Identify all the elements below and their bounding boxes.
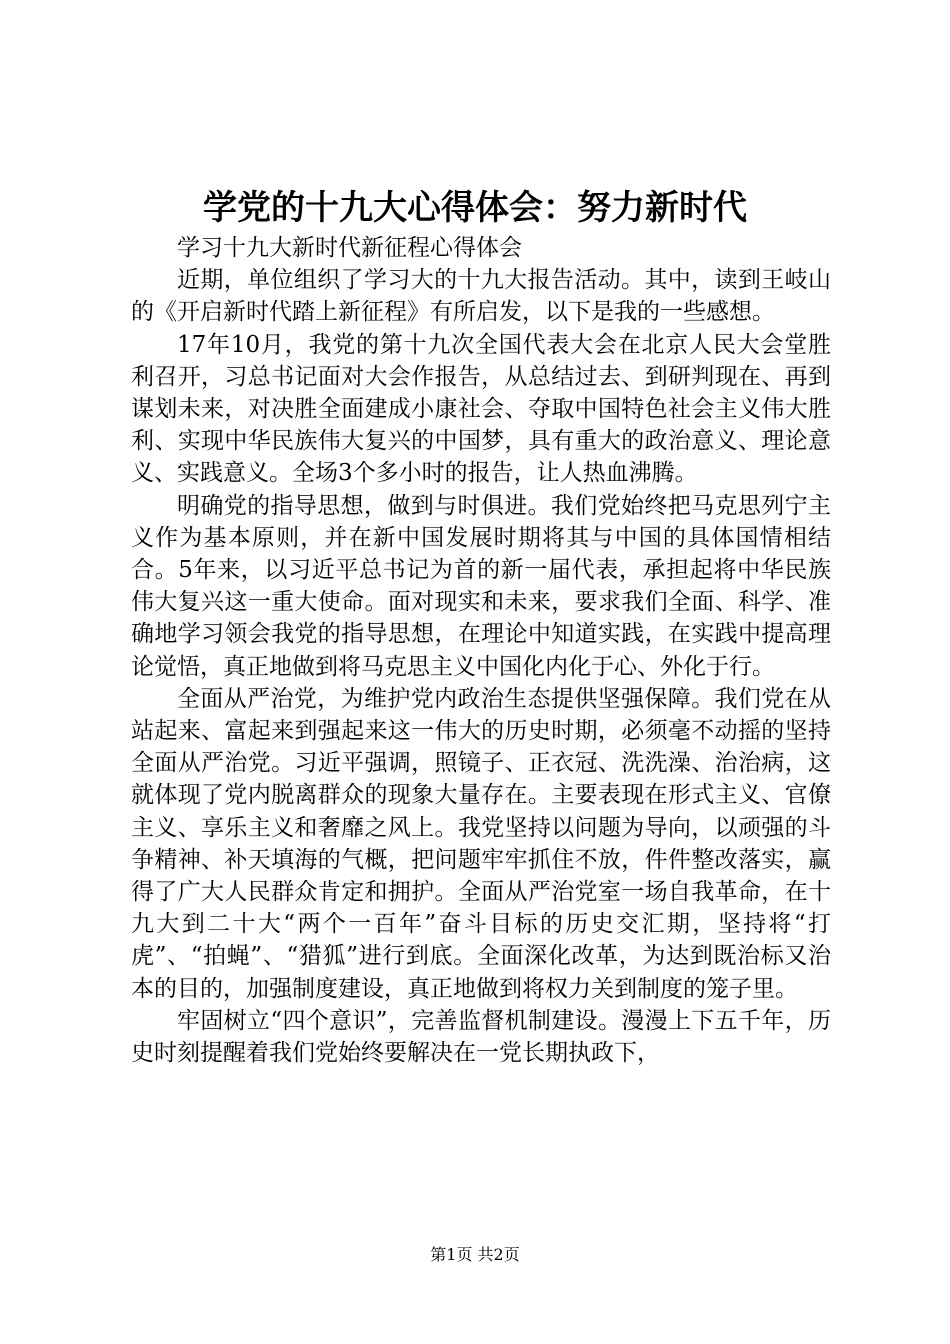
- paragraph: 牢固树立“四个意识”，完善监督机制建设。漫漫上下五千年，历史时刻提醒着我们党始终要解决在一党长期执政下，: [131, 1007, 831, 1067]
- paragraph: 17年10月，我党的第十九次全国代表大会在北京人民大会堂胜利召开，习总书记面对大会作报告，从总结过去、到研判现在、再到谋划未来，对决胜全面建成小康社会、夺取中国特色社会主义伟大胜利、实现中华民族伟大复兴的中国梦，具有重大的政治意义、理论意义、实践意义。全场3个多小时的报告，让人热血沸腾。: [131, 331, 831, 487]
- page-number: 第1页: [430, 1245, 473, 1264]
- paragraph-subtitle: 学习十九大新时代新征程心得体会: [177, 235, 522, 261]
- document-title: 学党的十九大心得体会：努力新时代: [203, 188, 747, 228]
- paragraph: 全面从严治党，为维护党内政治生态提供坚强保障。我们党在从站起来、富起来到强起来这一伟大的历史时期，必须毫不动摇的坚持全面从严治党。习近平强调，照镜子、正衣冠、洗洗澡、治治病，这就体现了党内脱离群众的现象大量存在。主要表现在形式主义、官僚主义、享乐主义和奢靡之风上。我党坚持以问题为导向，以顽强的斗争精神、补天填海的气概，把问题牢牢抓住不放，件件整改落实，赢得了广大人民群众肯定和拥护。全面从严治党室一场自我革命，在十九大到二十大“两个一百年”奋斗目标的历史交汇期，坚持将“打虎”、“拍蝇”、“猎狐”进行到底。全面深化改革，为达到既治标又治本的目的，加强制度建设，真正地做到将权力关到制度的笼子里。: [131, 685, 831, 1002]
- paragraph: 近期，单位组织了学习大的十九大报告活动。其中，读到王岐山的《开启新时代踏上新征程》有所启发，以下是我的一些感想。: [131, 267, 831, 326]
- page-total: 共2页: [477, 1245, 520, 1264]
- paragraph: 明确党的指导思想，做到与时俱进。我们党始终把马克思列宁主义作为基本原则，并在新中国发展时期将其与中国的具体国情相结合。5年来，以习近平总书记为首的新一届代表，承担起将中华民族伟大复兴这一重大使命。面对现实和未来，要求我们全面、科学、准确地学习领会我党的指导思想，在理论中知道实践，在实践中提高理论觉悟，真正地做到将马克思主义中国化内化于心、外化于行。: [131, 492, 831, 680]
- document-body: [131, 232, 831, 1069]
- page-footer: [0, 1244, 950, 1266]
